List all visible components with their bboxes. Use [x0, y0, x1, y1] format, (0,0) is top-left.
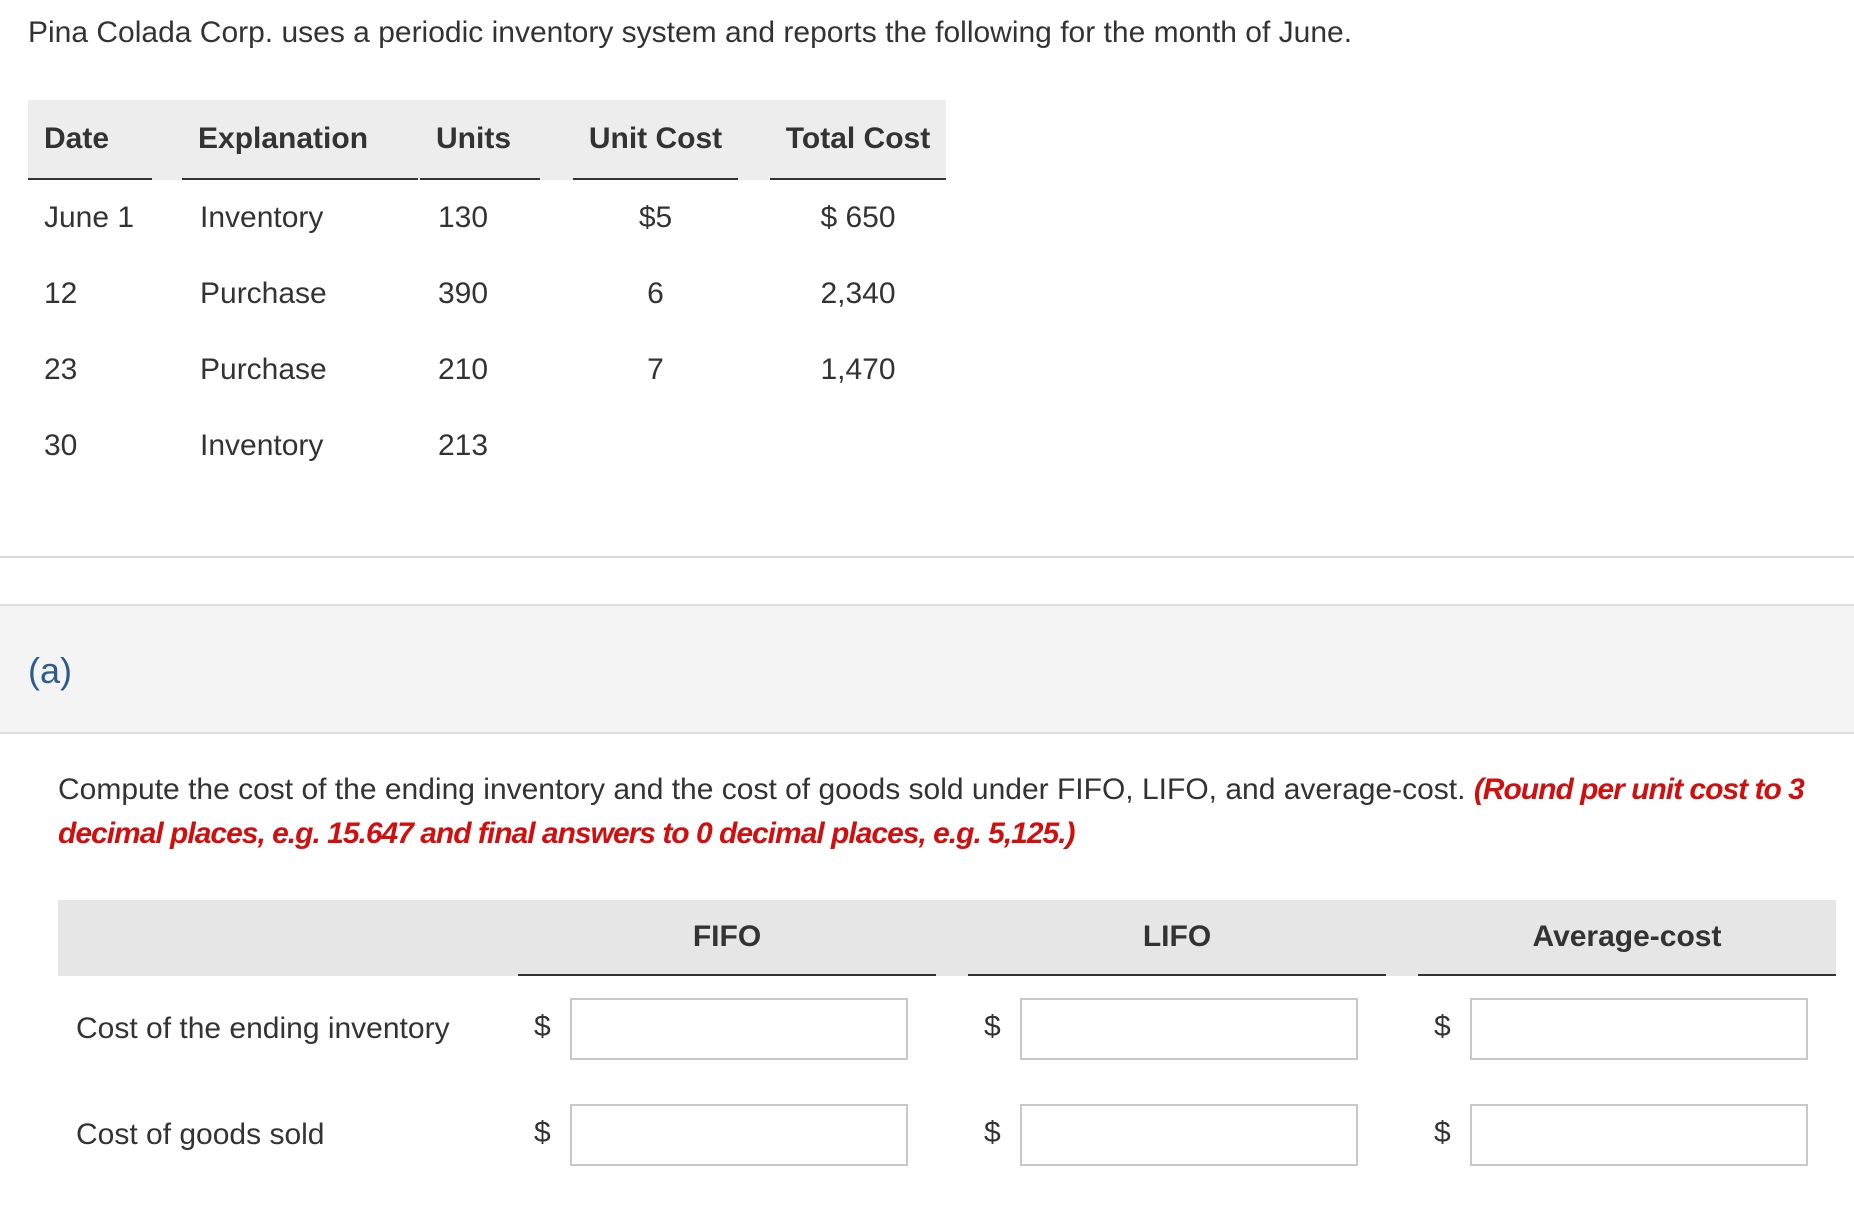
fifo-ending-inventory-input[interactable] [570, 998, 908, 1060]
cell-unit-cost: 7 [647, 353, 664, 386]
cell-unit-cost [573, 408, 738, 484]
table-row [28, 256, 946, 332]
table-row [28, 180, 946, 256]
header-units: Units [420, 100, 540, 180]
cell-explanation: Purchase [200, 353, 327, 386]
table-row [28, 408, 946, 484]
row-label-ending-inventory: Cost of the ending inventory [76, 1012, 450, 1045]
cell-unit-cost: $5 [638, 201, 673, 234]
cell-units: 210 [438, 353, 489, 386]
column-lifo: LIFO [968, 900, 1386, 976]
cell-date: 12 [44, 277, 78, 310]
dollar-sign: $ [1434, 1010, 1451, 1043]
table-row [28, 332, 946, 408]
cell-date: 30 [44, 429, 78, 462]
cell-date: June 1 [44, 201, 135, 234]
column-fifo: FIFO [518, 900, 936, 976]
dollar-sign: $ [984, 1116, 1001, 1149]
cell-units: 390 [438, 277, 489, 310]
question-text [58, 768, 1838, 856]
column-average-cost: Average-cost [1418, 900, 1836, 976]
average-cost-ending-inventory-input[interactable] [1470, 998, 1808, 1060]
cell-total-cost: 2,340 [820, 277, 896, 310]
part-header [0, 604, 1854, 734]
cell-total-cost: 1,470 [820, 353, 896, 386]
lifo-ending-inventory-input[interactable] [1020, 998, 1358, 1060]
cell-units: 130 [438, 201, 489, 234]
answer-table-header [58, 900, 1836, 976]
rounding-hint: (Round per unit cost to 3 decimal places, e.g. 15.647 and final answers to 0 decimal places, e.g. 5,125.) [58, 773, 1804, 850]
dollar-sign: $ [534, 1116, 551, 1149]
cell-date: 23 [44, 353, 78, 386]
dollar-sign: $ [984, 1010, 1001, 1043]
average-cost-cogs-input[interactable] [1470, 1104, 1808, 1166]
question-instruction: Compute the cost of the ending inventory and the cost of goods sold under FIFO, LIFO, and average-cost. [58, 773, 1466, 806]
cell-units: 213 [438, 429, 489, 462]
dollar-sign: $ [1434, 1116, 1451, 1149]
cell-total-cost [770, 408, 946, 484]
cell-unit-cost: 6 [647, 277, 664, 310]
header-total-cost: Total Cost [770, 100, 946, 180]
cell-explanation: Inventory [200, 429, 324, 462]
fifo-cogs-input[interactable] [570, 1104, 908, 1166]
cell-explanation: Purchase [200, 277, 327, 310]
row-label-cost-of-goods-sold: Cost of goods sold [76, 1118, 325, 1151]
dollar-sign: $ [534, 1010, 551, 1043]
section-divider [0, 556, 1854, 558]
header-explanation: Explanation [182, 100, 418, 180]
intro-text: Pina Colada Corp. uses a periodic inventory system and reports the following for the month of June. [28, 16, 1353, 49]
header-date: Date [28, 100, 152, 180]
part-label: (a) [28, 650, 72, 691]
inventory-table [28, 100, 946, 484]
inventory-table-header [28, 100, 946, 180]
cell-explanation: Inventory [200, 201, 324, 234]
lifo-cogs-input[interactable] [1020, 1104, 1358, 1166]
header-unit-cost: Unit Cost [573, 100, 738, 180]
cell-total-cost: $ 650 [820, 201, 896, 234]
